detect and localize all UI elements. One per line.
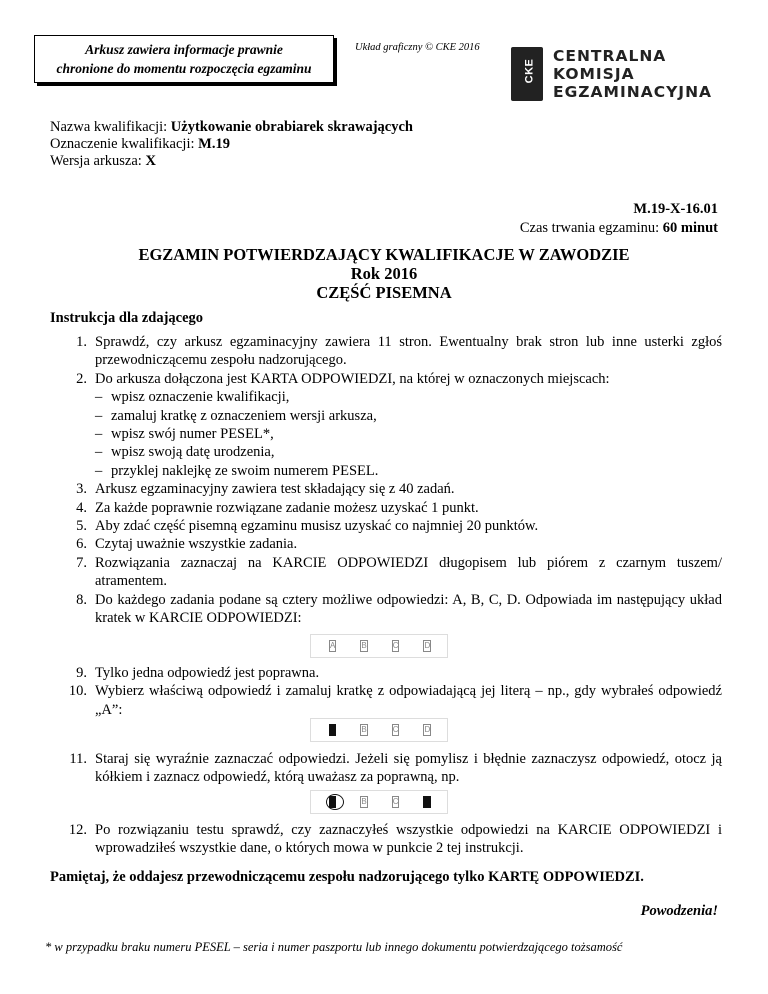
sub-item (50, 388, 722, 406)
answer-box-a: A (330, 641, 336, 650)
title-line-3: CZĘŚĆ PISEMNA (316, 283, 452, 302)
layout-copyright: Układ graficzny © CKE 2016 (355, 42, 480, 53)
list-item (50, 750, 722, 787)
list-item (50, 499, 722, 517)
confidential-notice (34, 35, 334, 83)
answer-box-a-filled: A (330, 725, 336, 734)
list-item (50, 333, 722, 370)
item-number: 3. (76, 481, 87, 498)
good-luck-text: Powodzenia! (640, 903, 718, 919)
item-number: 1. (76, 334, 87, 350)
sub-item-text: wpisz swój numer PESEL*, (111, 426, 274, 443)
exam-title (0, 245, 768, 302)
item-number: 4. (76, 499, 87, 516)
notice-line-1: Arkusz zawiera informacje prawnie (85, 42, 283, 57)
item-text: Po rozwiązaniu testu sprawdź, czy zaznaczyłeś wszystkie odpowiedzi na KARCIE ODPOWIEDZI i wprowadziłeś wszystkie dane, o których mowa w punkcie 2 tej instrukcji. (95, 822, 722, 857)
item-text: Do każdego zadania podane są cztery możliwe odpowiedzi: A, B, C, D. Odpowiada im następujący układ kratek w KARCIE ODPOWIEDZI: (95, 591, 722, 627)
dash-bullet: – (95, 462, 103, 479)
list-item (50, 554, 722, 591)
qualification-code: M.19 (198, 136, 230, 152)
title-line-1: EGZAMIN POTWIERDZAJĄCY KWALIFIKACJE W ZAWODZIE (138, 245, 630, 264)
answer-box-a-circled: A (330, 797, 336, 806)
answer-box-c: C (392, 725, 399, 734)
item-number: 11. (69, 751, 87, 767)
exam-code: M.19-X-16.01 (633, 201, 718, 217)
item-text: Aby zdać część pisemną egzaminu musisz uzyskać co najmniej 20 punktów. (95, 518, 539, 535)
duration-value: 60 minut (662, 220, 718, 236)
item-number: 2. (76, 370, 87, 387)
answer-box-d: D (424, 725, 431, 734)
item-text: Wybierz właściwą odpowiedź i zamaluj kratkę z odpowiadającą jej literą – np., gdy wybrałeś odpowiedź „A”: (95, 683, 722, 718)
answer-grid-example-empty (310, 634, 448, 658)
list-item (50, 480, 722, 498)
list-item (50, 664, 722, 682)
qualification-code-label: Oznaczenie kwalifikacji: (50, 136, 199, 152)
footnote: * w przypadku braku numeru PESEL – seria i numer paszportu lub innego dokumentu potwierdzającego tożsamość (45, 940, 623, 954)
instructions-list-continued (50, 664, 722, 719)
item-text: Czytaj uważnie wszystkie zadania. (95, 536, 298, 553)
exam-code-block (520, 200, 718, 238)
sub-item (50, 425, 722, 443)
answer-box-b: B (361, 797, 367, 806)
item-text: Arkusz egzaminacyjny zawiera test składający się z 40 zadań. (95, 481, 455, 498)
list-item (50, 535, 722, 553)
item-number: 8. (76, 591, 87, 608)
dash-bullet: – (95, 389, 103, 406)
qualification-name: Użytkowanie obrabiarek skrawających (170, 119, 413, 135)
answer-box-c: C (392, 797, 399, 806)
cke-logo (511, 47, 711, 107)
item-number: 12. (68, 822, 87, 838)
item-text: Za każde poprawnie rozwiązane zadanie możesz uzyskać 1 punkt. (95, 499, 479, 516)
cke-emblem (511, 47, 543, 101)
sheet-version-label: Wersja arkusza: (50, 153, 146, 169)
dash-bullet: – (95, 426, 103, 443)
item-number: 5. (76, 518, 87, 535)
notice-line-2: chronione do momentu rozpoczęcia egzaminu (56, 61, 312, 76)
answer-box-d-filled: D (424, 797, 431, 806)
answer-box-b: B (361, 641, 367, 650)
qualification-meta (50, 119, 413, 170)
answer-grid-example-corrected (310, 790, 448, 814)
title-line-2: Rok 2016 (350, 264, 418, 283)
cke-line-3: EGZAMINACYJNA (553, 83, 713, 101)
reminder-text: Pamiętaj, że oddajesz przewodniczącemu zespołu nadzorującego tylko KARTĘ ODPOWIEDZI. (50, 869, 644, 885)
answer-grid-example-filled (310, 718, 448, 742)
duration-label: Czas trwania egzaminu: (519, 220, 663, 236)
sheet-version: X (145, 153, 156, 169)
sub-item (50, 462, 722, 480)
list-item (50, 682, 722, 719)
item-text: Sprawdź, czy arkusz egzaminacyjny zawiera 11 stron. Ewentualny brak stron lub inne usterki zgłoś przewodniczącemu zespołu nadzorującego. (95, 334, 722, 369)
cke-line-1: CENTRALNA (553, 47, 667, 65)
sub-item-text: zamaluj kratkę z oznaczeniem wersji arkusza, (111, 407, 377, 424)
list-item (50, 370, 722, 388)
instructions-list-continued-3 (50, 821, 722, 858)
cke-line-2: KOMISJA (553, 65, 635, 83)
qualification-name-label: Nazwa kwalifikacji: (50, 119, 171, 135)
sub-item-text: przyklej naklejkę ze swoim numerem PESEL. (111, 462, 379, 479)
item-text: Staraj się wyraźnie zaznaczać odpowiedzi. Jeżeli się pomylisz i błędnie zaznaczysz odpowiedź, otocz ją kółkiem i zaznacz odpowiedź, którą uważasz za poprawną, np. (95, 751, 722, 786)
answer-box-c: C (392, 641, 399, 650)
sub-item (50, 407, 722, 425)
item-number: 9. (76, 665, 87, 681)
instructions-list (50, 333, 722, 628)
item-text: Do arkusza dołączona jest KARTA ODPOWIEDZI, na której w oznaczonych miejscach: (95, 370, 610, 387)
answer-box-d: D (424, 641, 431, 650)
sub-item (50, 443, 722, 461)
item-number: 6. (76, 536, 87, 553)
item-number: 10. (68, 683, 87, 700)
answer-box-b: B (361, 725, 367, 734)
list-item (50, 591, 722, 628)
cke-emblem-letters: CKE (523, 58, 536, 84)
sub-item-text: wpisz swoją datę urodzenia, (111, 444, 275, 461)
instructions-list-continued-2 (50, 750, 722, 787)
list-item (50, 517, 722, 535)
item-number: 7. (76, 554, 87, 571)
list-item (50, 821, 722, 858)
item-text: Tylko jedna odpowiedź jest poprawna. (95, 665, 320, 681)
sub-item-text: wpisz oznaczenie kwalifikacji, (111, 389, 290, 406)
dash-bullet: – (95, 444, 103, 461)
item-text: Rozwiązania zaznaczaj na KARCIE ODPOWIEDZI długopisem lub piórem z czarnym tuszem/ atramentem. (95, 554, 722, 590)
instructions-heading: Instrukcja dla zdającego (50, 310, 204, 326)
dash-bullet: – (95, 407, 103, 424)
